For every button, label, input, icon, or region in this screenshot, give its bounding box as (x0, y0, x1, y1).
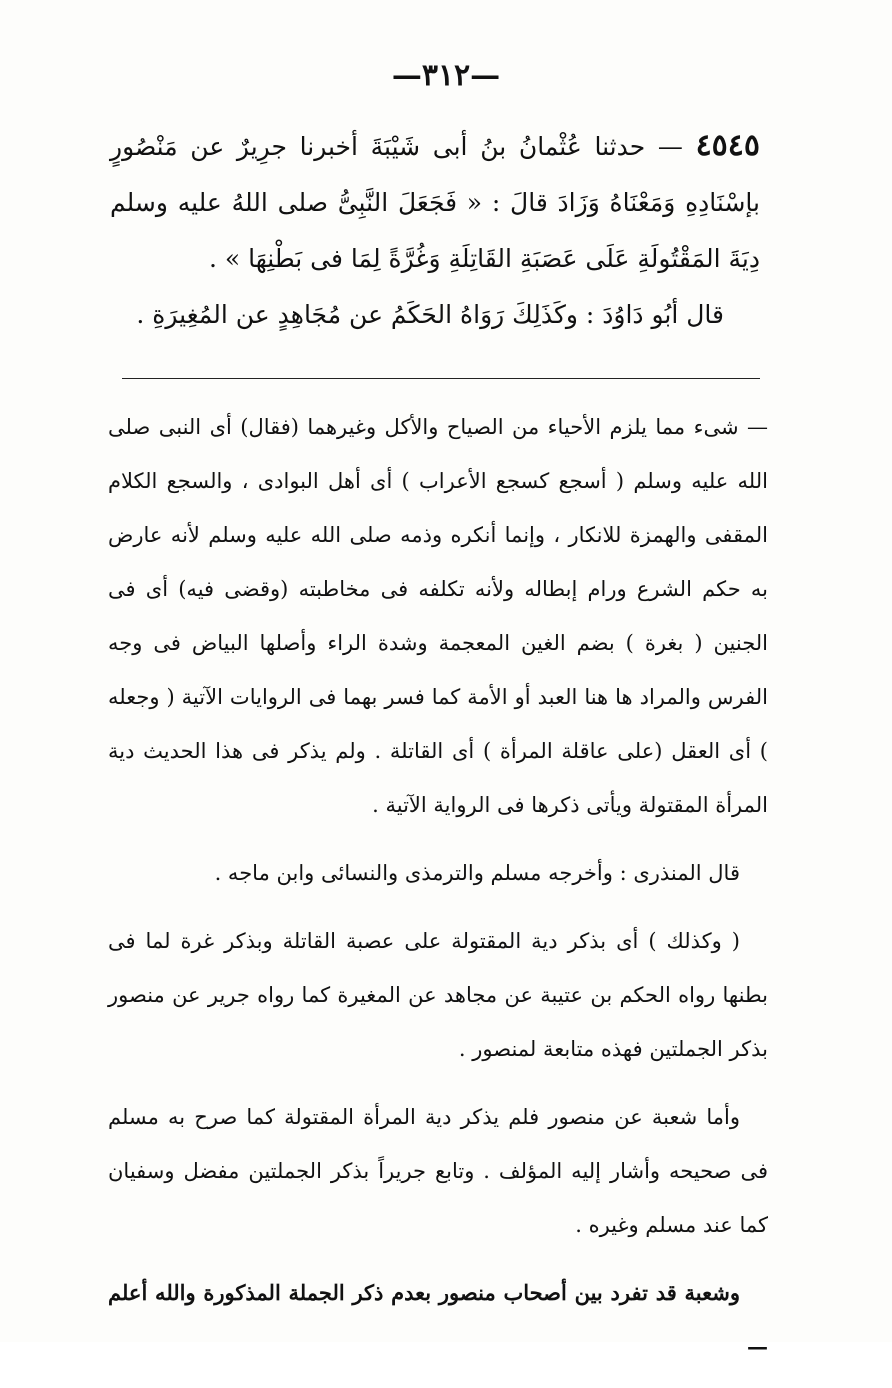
hadith-text: — حدثنا عُثْمانُ بنُ أبى شَيْبَةَ أخبرنا جرِيرٌ عن مَنْصُورٍ بإسْنَادِهِ وَمَعْنَاهُ وَزَادَ قالَ : « فَجَعَلَ النَّبِىُّ صلى اللهُ عليه وسلم دِيَةَ المَقْتُولَةِ عَلَى عَصَبَةِ القَاتِلَةِ وَغُرَّةً لِمَا فى بَطْنِهَا » . (110, 132, 760, 273)
hadith-paragraph (110, 118, 760, 287)
commentary-block (108, 400, 768, 1388)
page-number: —٣١٢— (391, 58, 501, 93)
commentary-paragraph: وشعبة قد تفرد بين أصحاب منصور بعدم ذكر الجملة المذكورة والله أعلم — (108, 1280, 768, 1359)
commentary-paragraph: قال المنذرى : وأخرجه مسلم والترمذى والنسائى وابن ماجه . (214, 861, 740, 885)
footnote-divider (122, 378, 760, 379)
hadith-block (110, 118, 760, 343)
commentary-paragraph: ( وكذلك ) أى بذكر دية المقتولة على عصبة القاتلة وبذكر غرة لما فى بطنها رواه الحكم بن عتيبة عن مجاهد عن المغيرة كما رواه جرير عن منصور بذكر الجملتين فهذه متابعة لمنصور . (108, 929, 768, 1061)
commentary-paragraph: — شىء مما يلزم الأحياء من الصياح والأكل وغيرهما (فقال) أى النبى صلى الله عليه وسلم ( أسجع كسجع الأعراب ) أى أهل البوادى ، والسجع الكلام المقفى والهمزة للانكار ، وإنما أنكره وذمه صلى الله عليه وسلم لأنه عارض به حكم الشرع ورام إبطاله ولأنه تكلفه فى مخاطبته (وقضى فيه) أى فى الجنين ( بغرة ) بضم الغين المعجمة وشدة الراء وأصلها البياض فى وجه الفرس والمراد ها هنا العبد أو الأمة كما فسر بهما فى الروايات الآتية ( وجعله ) أى العقل (على عاقلة المرأة ) أى القاتلة . ولم يذكر فى هذا الحديث دية المرأة المقتولة ويأتى ذكرها فى الرواية الآتية . (108, 415, 768, 817)
abu-dawud-note: قال أبُو دَاوُدَ : وكَذَلِكَ رَوَاهُ الحَكَمُ عن مُجَاهِدٍ عن المُغِيرَةِ . (136, 300, 724, 329)
commentary-paragraph: وأما شعبة عن منصور فلم يذكر دية المرأة المقتولة كما صرح به مسلم فى صحيحه وأشار إليه المؤلف . وتابع جريراً بذكر الجملتين مفضل وسفيان كما عند مسلم وغيره . (108, 1105, 768, 1237)
hadith-number: ٤٥٤٥ (695, 128, 761, 163)
